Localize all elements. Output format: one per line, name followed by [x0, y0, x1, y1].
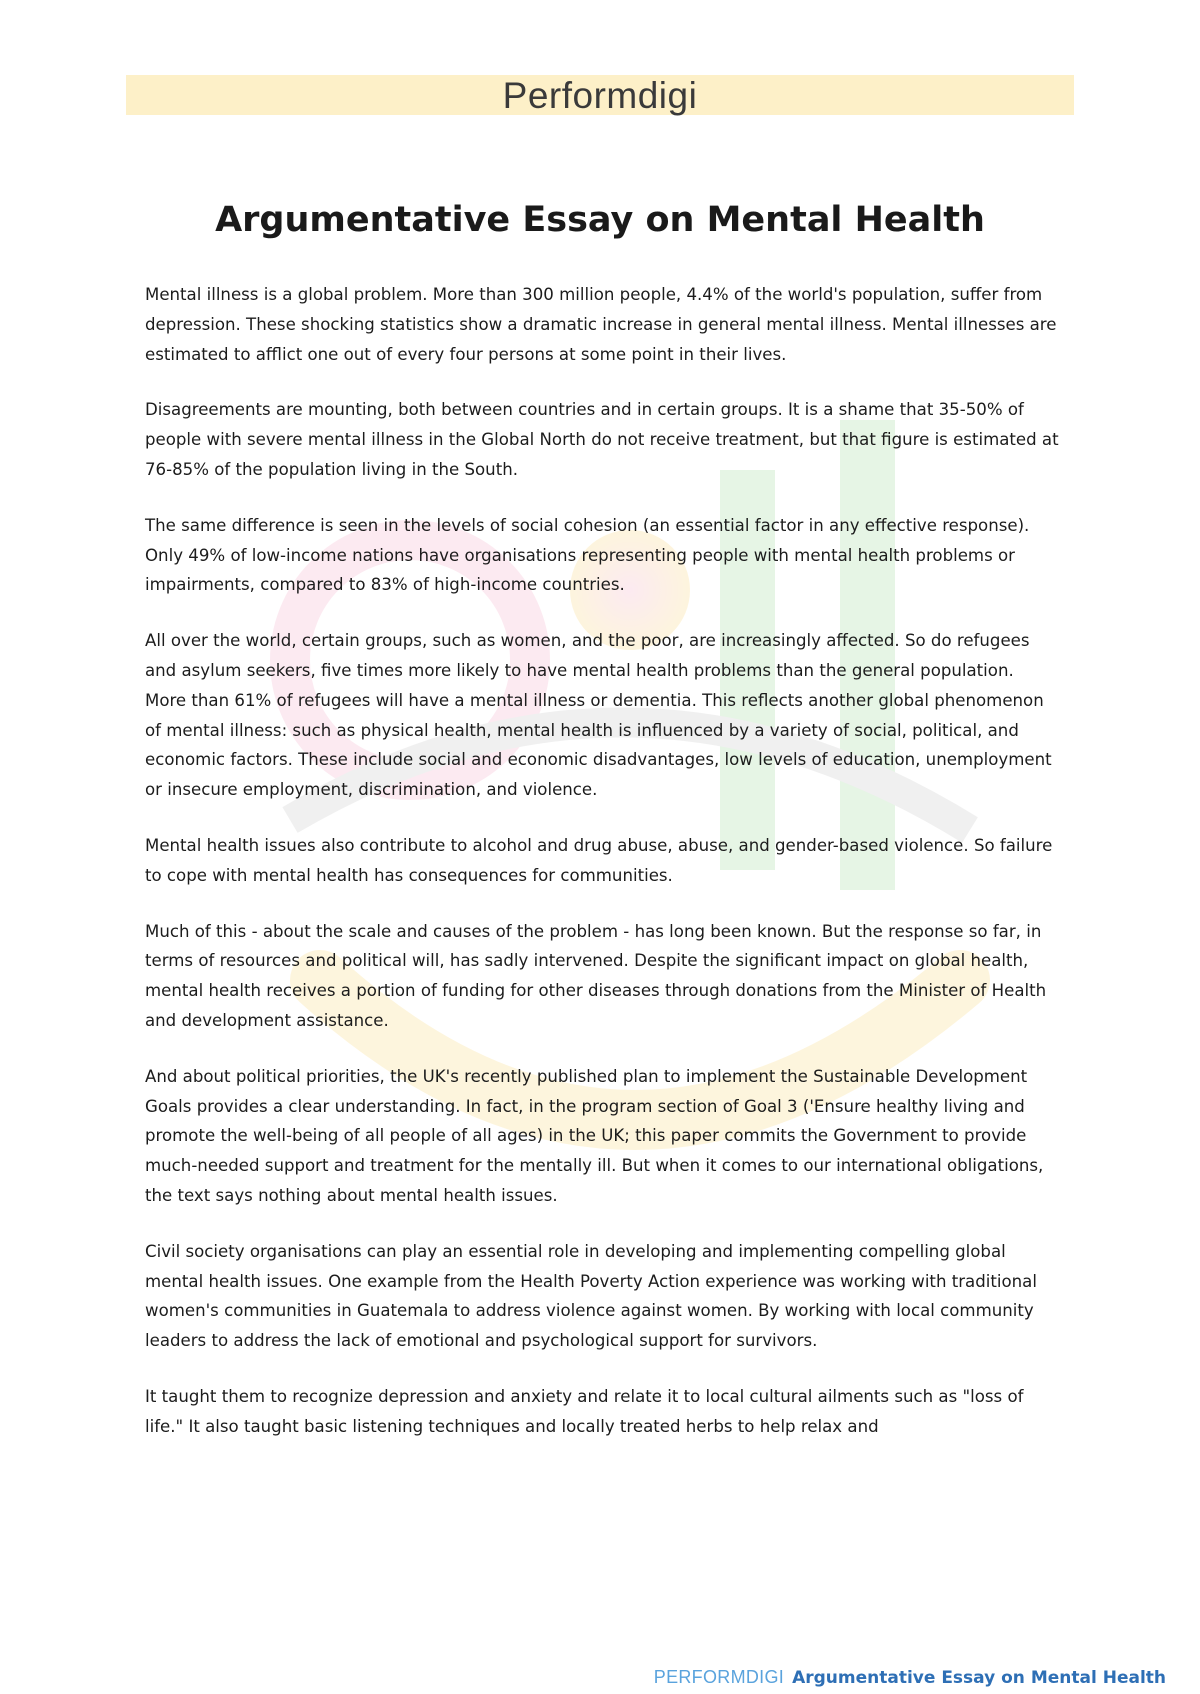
header-brand: Performdigi [502, 75, 698, 116]
paragraph: Much of this - about the scale and causes of the problem - has long been known. But the response so far, in terms of resources and political will, has sadly intervened. Despite the significant impact on global health, mental health receives a portion of funding for other diseases through donations from the Minister of Health and development assistance. [145, 921, 1047, 1030]
footer-title: Argumentative Essay on Mental Health [792, 1668, 1166, 1688]
paragraph: It taught them to recognize depression and anxiety and relate it to local cultural ailments such as "loss of life." It also taught basic listening techniques and locally treated herbs to help relax and [145, 1386, 1024, 1436]
paragraph: Mental illness is a global problem. More than 300 million people, 4.4% of the world's population, suffer from depression. These shocking statistics show a dramatic increase in general mental illness. Mental illnesses are estimated to afflict one out of every four persons at some point in their lives. [145, 285, 1057, 364]
paragraph: The same difference is seen in the levels of social cohesion (an essential factor in any effective response). Only 49% of low-income nations have organisations representing people with mental health problems or impairments, compared to 83% of high-income countries. [145, 515, 1030, 595]
page-footer [654, 1667, 1166, 1688]
paragraph: Disagreements are mounting, both between countries and in certain groups. It is a shame that 35-50% of people with severe mental illness in the Global North do not receive treatment, but that figure is estimated at 76-85% of the population living in the South. [145, 400, 1059, 479]
essay-body [145, 280, 1060, 1468]
paragraph: And about political priorities, the UK's recently published plan to implement the Sustainable Development Goals provides a clear understanding. In fact, in the program section of Goal 3 ('Ensure healthy living and promote the well-being of all people of all ages) in the UK; this paper commits the Government to provide much-needed support and treatment for the mentally ill. But when it comes to our international obligations, the text says nothing about mental health issues. [145, 1066, 1044, 1205]
paragraph: Civil society organisations can play an essential role in developing and implementing compelling global mental health issues. One example from the Health Poverty Action experience was working with traditional women's communities in Guatemala to address violence against women. By working with local community leaders to address the lack of emotional and psychological support for survivors. [145, 1241, 1037, 1351]
footer-brand: PERFORMDIGI [653, 1667, 785, 1687]
page-title: Argumentative Essay on Mental Health [215, 200, 985, 240]
header-band [126, 75, 1074, 115]
paragraph: Mental health issues also contribute to alcohol and drug abuse, abuse, and gender-based violence. So failure to cope with mental health has consequences for communities. [145, 835, 1053, 885]
paragraph: All over the world, certain groups, such as women, and the poor, are increasingly affected. So do refugees and asylum seekers, five times more likely to have mental health problems than the general population. More than 61% of refugees will have a mental illness or dementia. This reflects another global phenomenon of mental illness: such as physical health, mental health is influenced by a variety of social, political, and economic factors. These include social and economic disadvantages, low levels of education, unemployment or insecure employment, discrimination, and violence. [145, 631, 1052, 800]
